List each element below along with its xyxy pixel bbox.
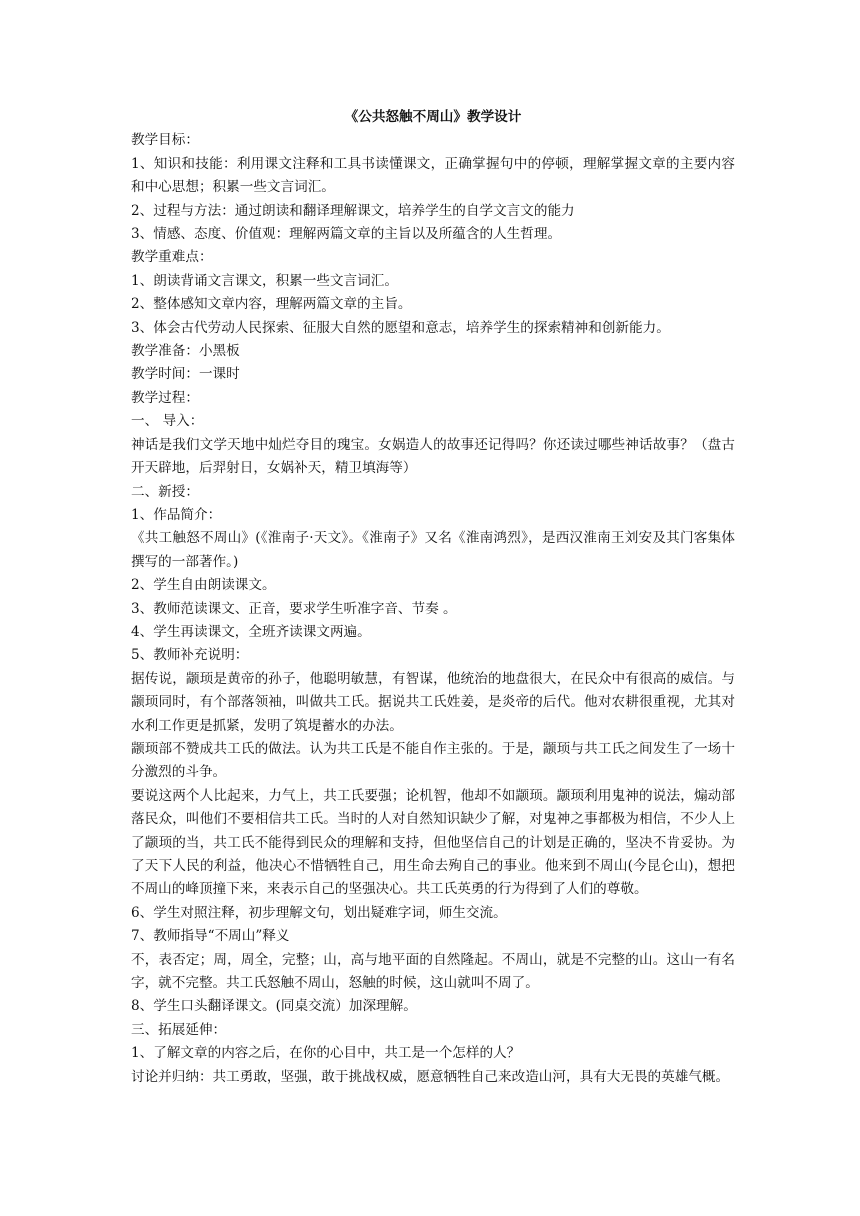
paragraph: 要说这两个人比起来，力气上，共工氏要强；论机智，他却不如颛顼。颛顼利用鬼神的说法，煽动部落民众，叫他们不要相信共工氏。当时的人对自然知识缺少了解，对鬼神之事都极为相信，不少人上了颛顼的当，共工氏不能得到民众的理解和支持，但他坚信自己的计划是正确的，坚决不肯妥协。为了天下人民的利益，他决心不惜牺牲自己，用生命去殉自己的事业。他来到不周山(今昆仑山)，想把不周山的峰顶撞下来，来表示自己的坚强决心。共工氏英勇的行为得到了人们的尊敬。 xyxy=(131,787,735,898)
document-title: 《公共怒触不周山》教学设计 xyxy=(344,109,522,125)
paragraph: 6、学生对照注释，初步理解文句，划出疑难字词，师生交流。 xyxy=(131,904,507,921)
paragraph: 讨论并归纳：共工勇敢，坚强，敢于挑战权威，愿意牺牲自己来改造山河，具有大无畏的英雄气概。 xyxy=(131,1068,730,1085)
paragraph: 7、教师指导“不周山”释义 xyxy=(131,928,290,945)
paragraph: 3、体会古代劳动人民探索、征服大自然的愿望和意志，培养学生的探索精神和创新能力。 xyxy=(131,319,670,336)
paragraph: 据传说，颛顼是黄帝的孙子，他聪明敏慧，有智谋，他统治的地盘很大，在民众中有很高的威信。与颛顼同时，有个部落领袖，叫做共工氏。据说共工氏姓姜，是炎帝的后代。他对农耕很重视，尤其对水利工作更是抓紧，发明了筑堤蓄水的办法。 xyxy=(131,670,735,734)
paragraph: 1、朗读背诵文言课文，积累一些文言词汇。 xyxy=(131,272,398,289)
paragraph: 3、情感、态度、价值观：理解两篇文章的主旨以及所蕴含的人生哲理。 xyxy=(131,226,562,243)
paragraph: 2、学生自由朗读课文。 xyxy=(131,577,276,594)
paragraph: 2、整体感知文章内容，理解两篇文章的主旨。 xyxy=(131,296,412,313)
paragraph: 教学准备：小黑板 xyxy=(131,343,240,360)
paragraph: 4、学生再读课文，全班齐读课文两遍。 xyxy=(131,623,371,640)
paragraph: 2、过程与方法：通过朗读和翻译理解课文，培养学生的自学文言文的能力 xyxy=(131,202,575,219)
document-page xyxy=(131,106,735,1089)
section-heading-process: 教学过程： xyxy=(131,389,199,406)
paragraph: 三、拓展延伸： xyxy=(131,1021,227,1038)
paragraph: 一、 导入： xyxy=(131,413,204,430)
paragraph: 颛顼部不赞成共工氏的做法。认为共工氏是不能自作主张的。于是，颛顼与共工氏之间发生了一场十分激烈的斗争。 xyxy=(131,740,735,781)
paragraph: 1、作品简介： xyxy=(131,506,222,523)
paragraph: 神话是我们文学天地中灿烂夺目的瑰宝。女娲造人的故事还记得吗？你还读过哪些神话故事？（盘古开天辟地，后羿射日，女娲补天，精卫填海等） xyxy=(131,436,735,477)
paragraph: 《共工触怒不周山》(《淮南子·天文》。《淮南子》又名《淮南鸿烈》，是西汉淮南王刘安及其门客集体撰写的一部著作。) xyxy=(131,530,735,570)
paragraph: 不，表否定；周，周全，完整；山，高与地平面的自然隆起。不周山，就是不完整的山。这山一有名字，就不完整。共工氏怒触不周山，怒触的时候，这山就叫不周了。 xyxy=(131,951,735,992)
paragraph: 教学时间：一课时 xyxy=(131,366,240,383)
paragraph: 1、了解文章的内容之后，在你的心目中，共工是一个怎样的人？ xyxy=(131,1045,521,1062)
paragraph: 5、教师补充说明： xyxy=(131,647,249,664)
section-heading-goals: 教学目标： xyxy=(131,132,199,149)
section-heading-key-points: 教学重难点： xyxy=(131,249,213,266)
paragraph: 二、新授： xyxy=(131,483,199,500)
document-body xyxy=(131,129,735,1089)
paragraph: 8、学生口头翻译课文。(同桌交流）加深理解。 xyxy=(131,998,417,1015)
paragraph: 3、教师范读课文、正音，要求学生听准字音、节奏 。 xyxy=(131,600,457,617)
paragraph: 1、知识和技能：利用课文注释和工具书读懂课文，正确掌握句中的停顿，理解掌握文章的主要内容和中心思想；积累一些文言词汇。 xyxy=(131,155,735,196)
